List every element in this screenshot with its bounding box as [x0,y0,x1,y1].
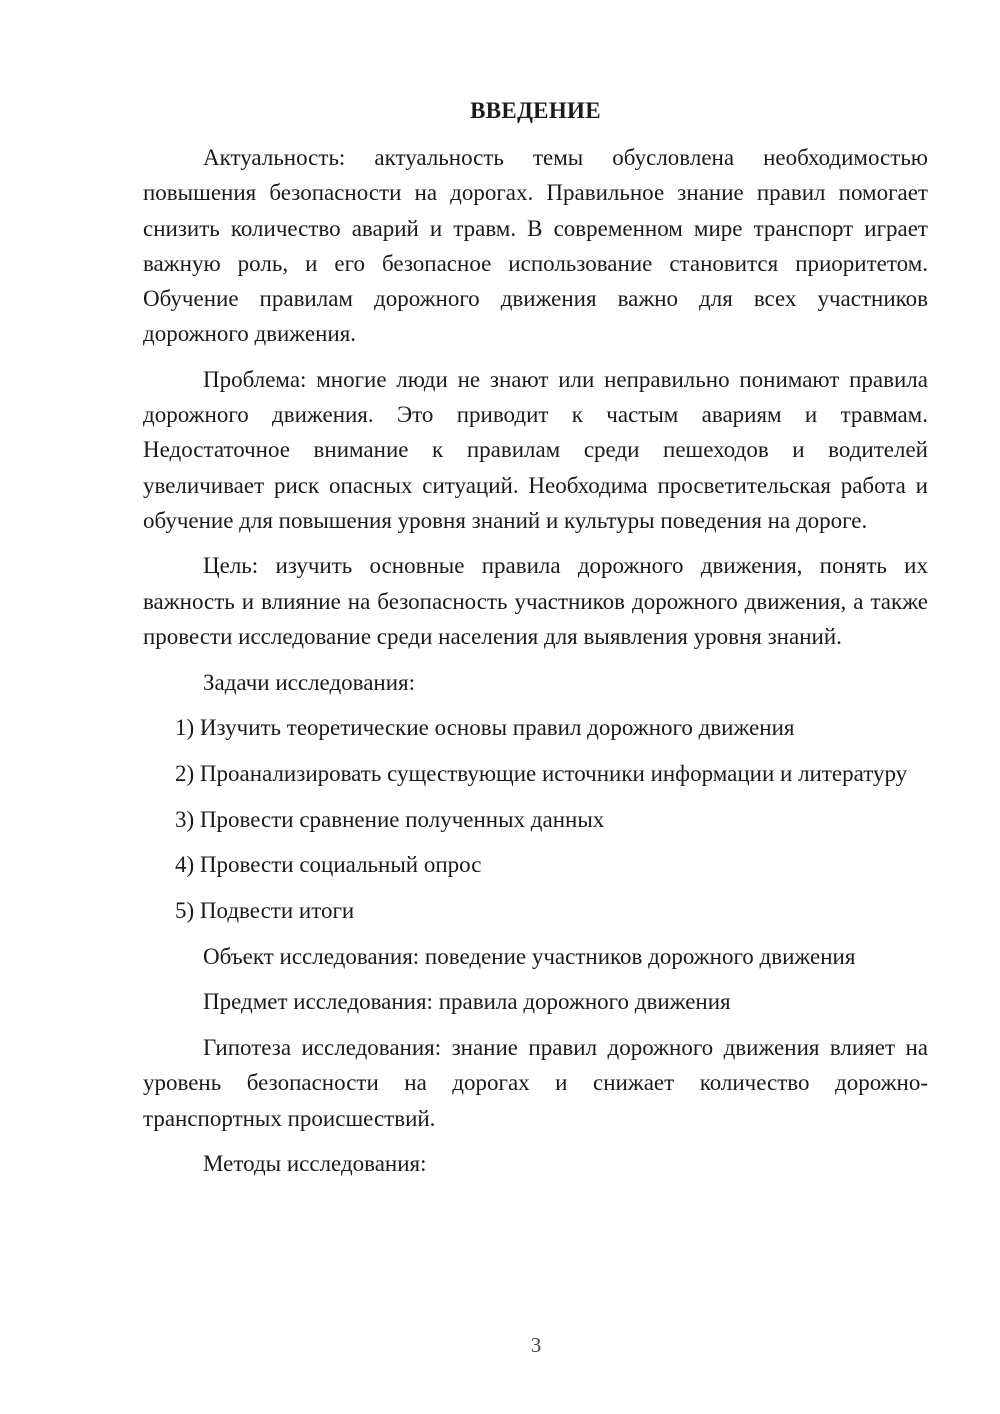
task-item-1: 1) Изучить теоретические основы правил дорожного движения [175,715,795,741]
relevance-paragraph: Актуальность: актуальность темы обусловлена необходимостью повышения безопасности на дорогах. Правильное знание правил помогает снизить количество аварий и травм. В современном мире транспорт играет важную роль, и его безопасное использование становится приоритетом. Обучение правилам дорожного движения важно для всех участников дорожного движения. [143,145,928,347]
task-item-4: 4) Провести социальный опрос [175,852,482,878]
page-content [143,93,928,1192]
subject-paragraph: Предмет исследования: правила дорожного движения [203,989,731,1015]
object-paragraph: Объект исследования: поведение участников дорожного движения [203,943,856,969]
task-item-2: 2) Проанализировать существующие источники информации и литературу [175,760,908,786]
page-number: 3 [530,1333,542,1357]
problem-paragraph: Проблема: многие люди не знают или неправильно понимают правила дорожного движения. Это приводит к частым авариям и травмам. Недостаточное внимание к правилам среди пешеходов и водителей увеличивает риск опасных ситуаций. Необходима просветительская работа и обучение для повышения уровня знаний и культуры поведения на дороге. [143,366,928,533]
tasks-heading: Задачи исследования: [203,669,416,695]
task-item-3: 3) Провести сравнение полученных данных [175,806,605,832]
goal-paragraph: Цель: изучить основные правила дорожного движения, понять их важность и влияние на безопасность участников дорожного движения, а также провести исследование среди населения для выявления уровня знаний. [143,553,928,649]
hypothesis-paragraph: Гипотеза исследования: знание правил дорожного движения влияет на уровень безопасности на дорогах и снижает количество дорожно-транспортных происшествий. [143,1035,928,1131]
methods-heading: Методы исследования: [203,1151,427,1177]
section-heading: ВВЕДЕНИЕ [470,98,601,123]
task-item-5: 5) Подвести итоги [175,898,355,924]
